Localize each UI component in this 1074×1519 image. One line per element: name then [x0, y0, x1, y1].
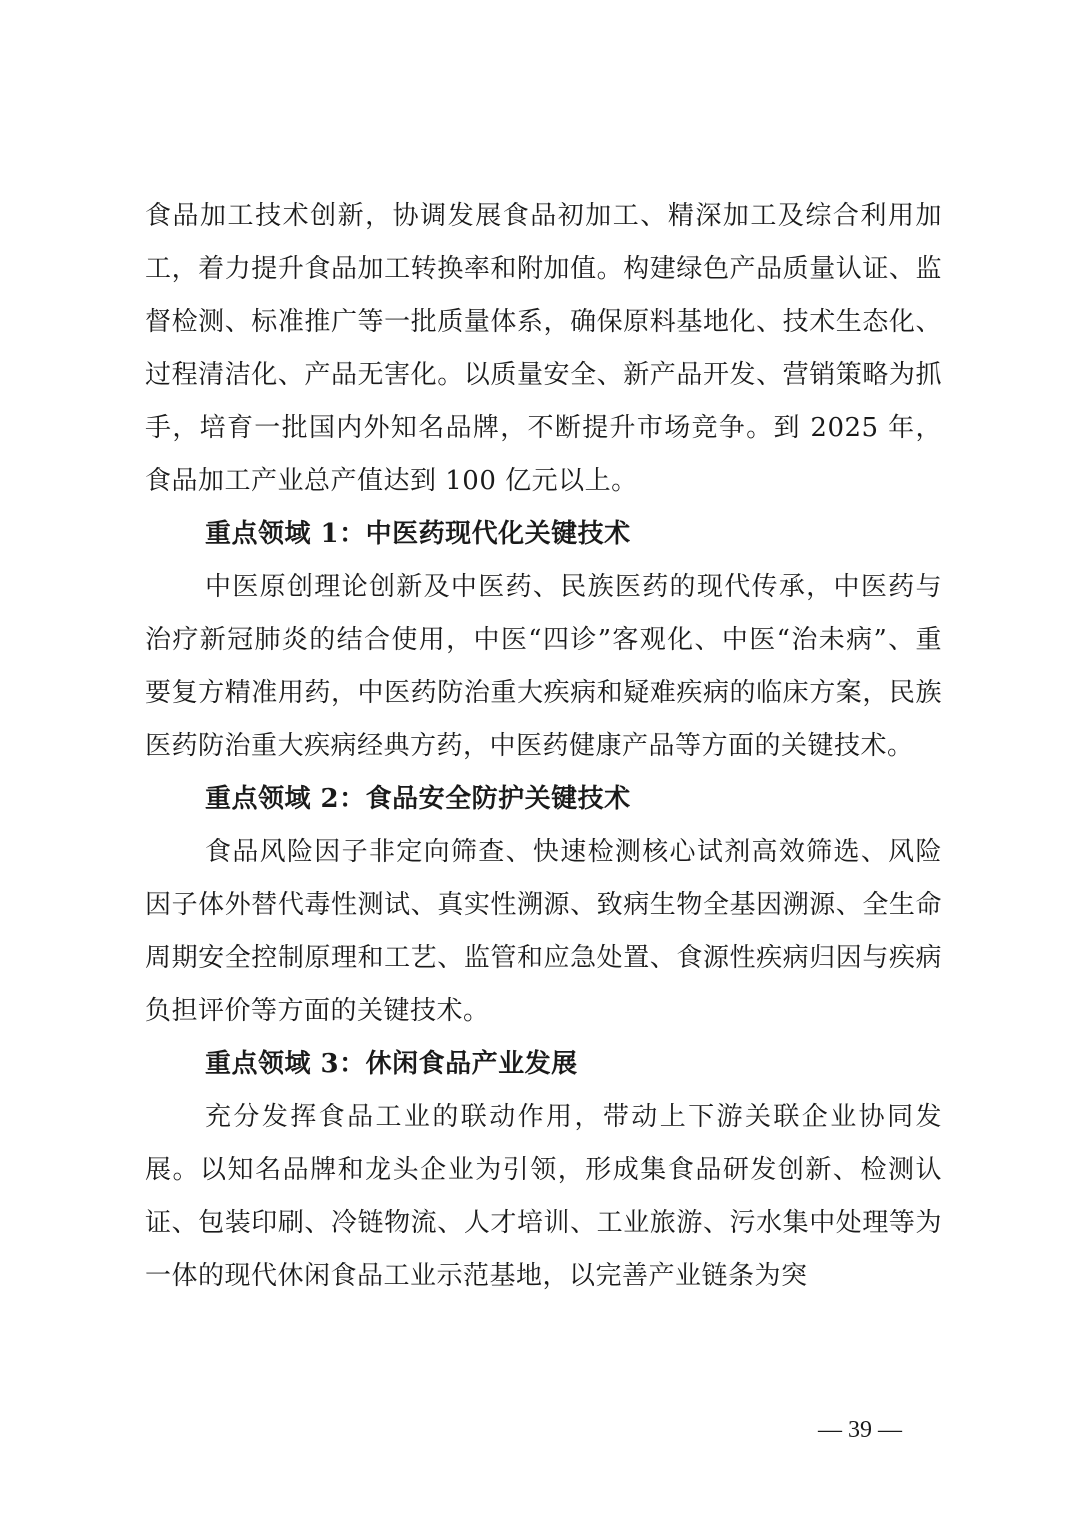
heading-focus-area-1: 重点领域 1：中医药现代化关键技术: [205, 519, 631, 549]
paragraph-tcm-modernization: 中医原创理论创新及中医药、民族医药的现代传承，中医药与治疗新冠肺炎的结合使用，中医“四诊”客观化、中医“治未病”、重要复方精准用药，中医药防治重大疾病和疑难疾病的临床方案，民族医药防治重大疾病经典方药，中医药健康产品等方面的关键技术。: [145, 572, 942, 761]
heading-focus-area-2: 重点领域 2：食品安全防护关键技术: [205, 784, 631, 814]
paragraph-leisure-food: 充分发挥食品工业的联动作用，带动上下游关联企业协同发展。以知名品牌和龙头企业为引领，形成集食品研发创新、检测认证、包装印刷、冷链物流、人才培训、工业旅游、污水集中处理等为一体的现代休闲食品工业示范基地，以完善产业链条为突: [145, 1102, 942, 1291]
document-body: [145, 190, 942, 1303]
page-number: — 39 —: [818, 1417, 902, 1443]
paragraph-food-processing: 食品加工技术创新，协调发展食品初加工、精深加工及综合利用加工，着力提升食品加工转换率和附加值。构建绿色产品质量认证、监督检测、标准推广等一批质量体系，确保原料基地化、技术生态化、过程清洁化、产品无害化。以质量安全、新产品开发、营销策略为抓手，培育一批国内外知名品牌，不断提升市场竞争。到 2025 年，食品加工产业总产值达到 100 亿元以上。: [145, 201, 942, 496]
heading-focus-area-3: 重点领域 3：休闲食品产业发展: [205, 1049, 578, 1079]
paragraph-food-safety: 食品风险因子非定向筛查、快速检测核心试剂高效筛选、风险因子体外替代毒性测试、真实性溯源、致病生物全基因溯源、全生命周期安全控制原理和工艺、监管和应急处置、食源性疾病归因与疾病负担评价等方面的关键技术。: [145, 837, 942, 1026]
